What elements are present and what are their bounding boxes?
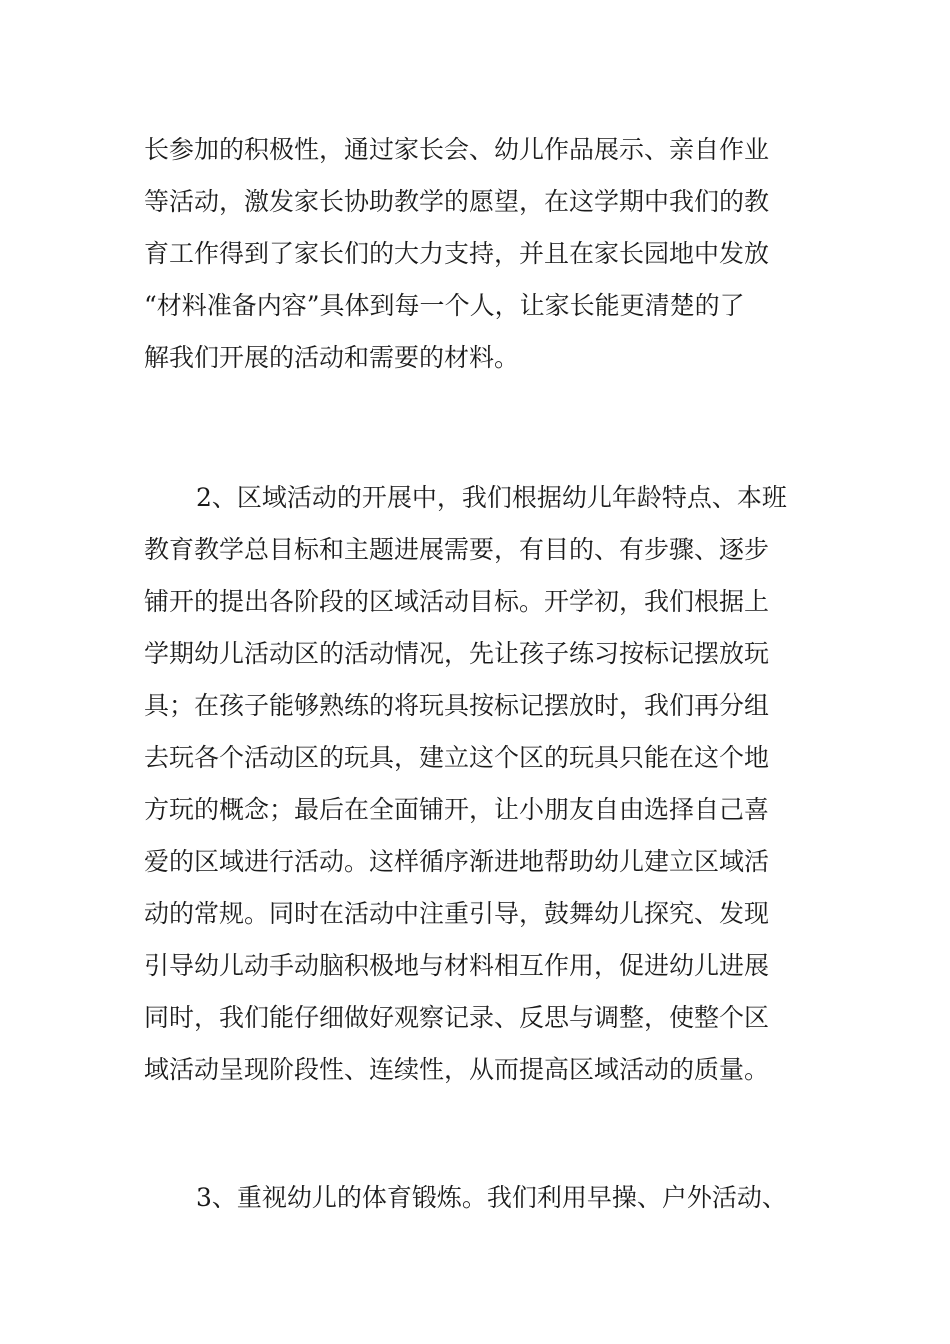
- paragraph-line: 去玩各个活动区的玩具，建立这个区的玩具只能在这个地: [144, 743, 770, 772]
- paragraph-line: 域活动呈现阶段性、连续性，从而提高区域活动的质量。: [144, 1055, 770, 1084]
- paragraph-line: 铺开的提出各阶段的区域活动目标。开学初，我们根据上: [144, 587, 770, 616]
- paragraph-line: 2、区域活动的开展中，我们根据幼儿年龄特点、本班: [196, 483, 787, 512]
- paragraph-line: 具；在孩子能够熟练的将玩具按标记摆放时，我们再分组: [144, 691, 770, 720]
- paragraph-line: 学期幼儿活动区的活动情况，先让孩子练习按标记摆放玩: [144, 639, 770, 668]
- paragraph-line: 育工作得到了家长们的大力支持，并且在家长园地中发放: [144, 239, 770, 268]
- paragraph-line: 3、重视幼儿的体育锻炼。我们利用早操、户外活动、: [196, 1183, 787, 1212]
- paragraph-line: 动的常规。同时在活动中注重引导，鼓舞幼儿探究、发现: [144, 899, 770, 928]
- paragraph-3: [144, 1172, 806, 1224]
- paragraph-1: [144, 124, 806, 384]
- paragraph-line: 等活动，激发家长协助教学的愿望，在这学期中我们的教: [144, 187, 770, 216]
- paragraph-line: 方玩的概念；最后在全面铺开，让小朋友自由选择自己喜: [144, 795, 770, 824]
- paragraph-line: 爱的区域进行活动。这样循序渐进地帮助幼儿建立区域活: [144, 847, 770, 876]
- paragraph-line: 教育教学总目标和主题进展需要，有目的、有步骤、逐步: [144, 535, 770, 564]
- paragraph-line: 同时，我们能仔细做好观察记录、反思与调整，使整个区: [144, 1003, 770, 1032]
- paragraph-line: 长参加的积极性，通过家长会、幼儿作品展示、亲自作业: [144, 135, 770, 164]
- paragraph-line: 引导幼儿动手动脑积极地与材料相互作用，促进幼儿进展: [144, 951, 770, 980]
- paragraph-2: [144, 472, 806, 1096]
- paragraph-line: 解我们开展的活动和需要的材料。: [144, 343, 520, 372]
- paragraph-line: “材料准备内容”具体到每一个人，让家长能更清楚的了: [144, 291, 745, 320]
